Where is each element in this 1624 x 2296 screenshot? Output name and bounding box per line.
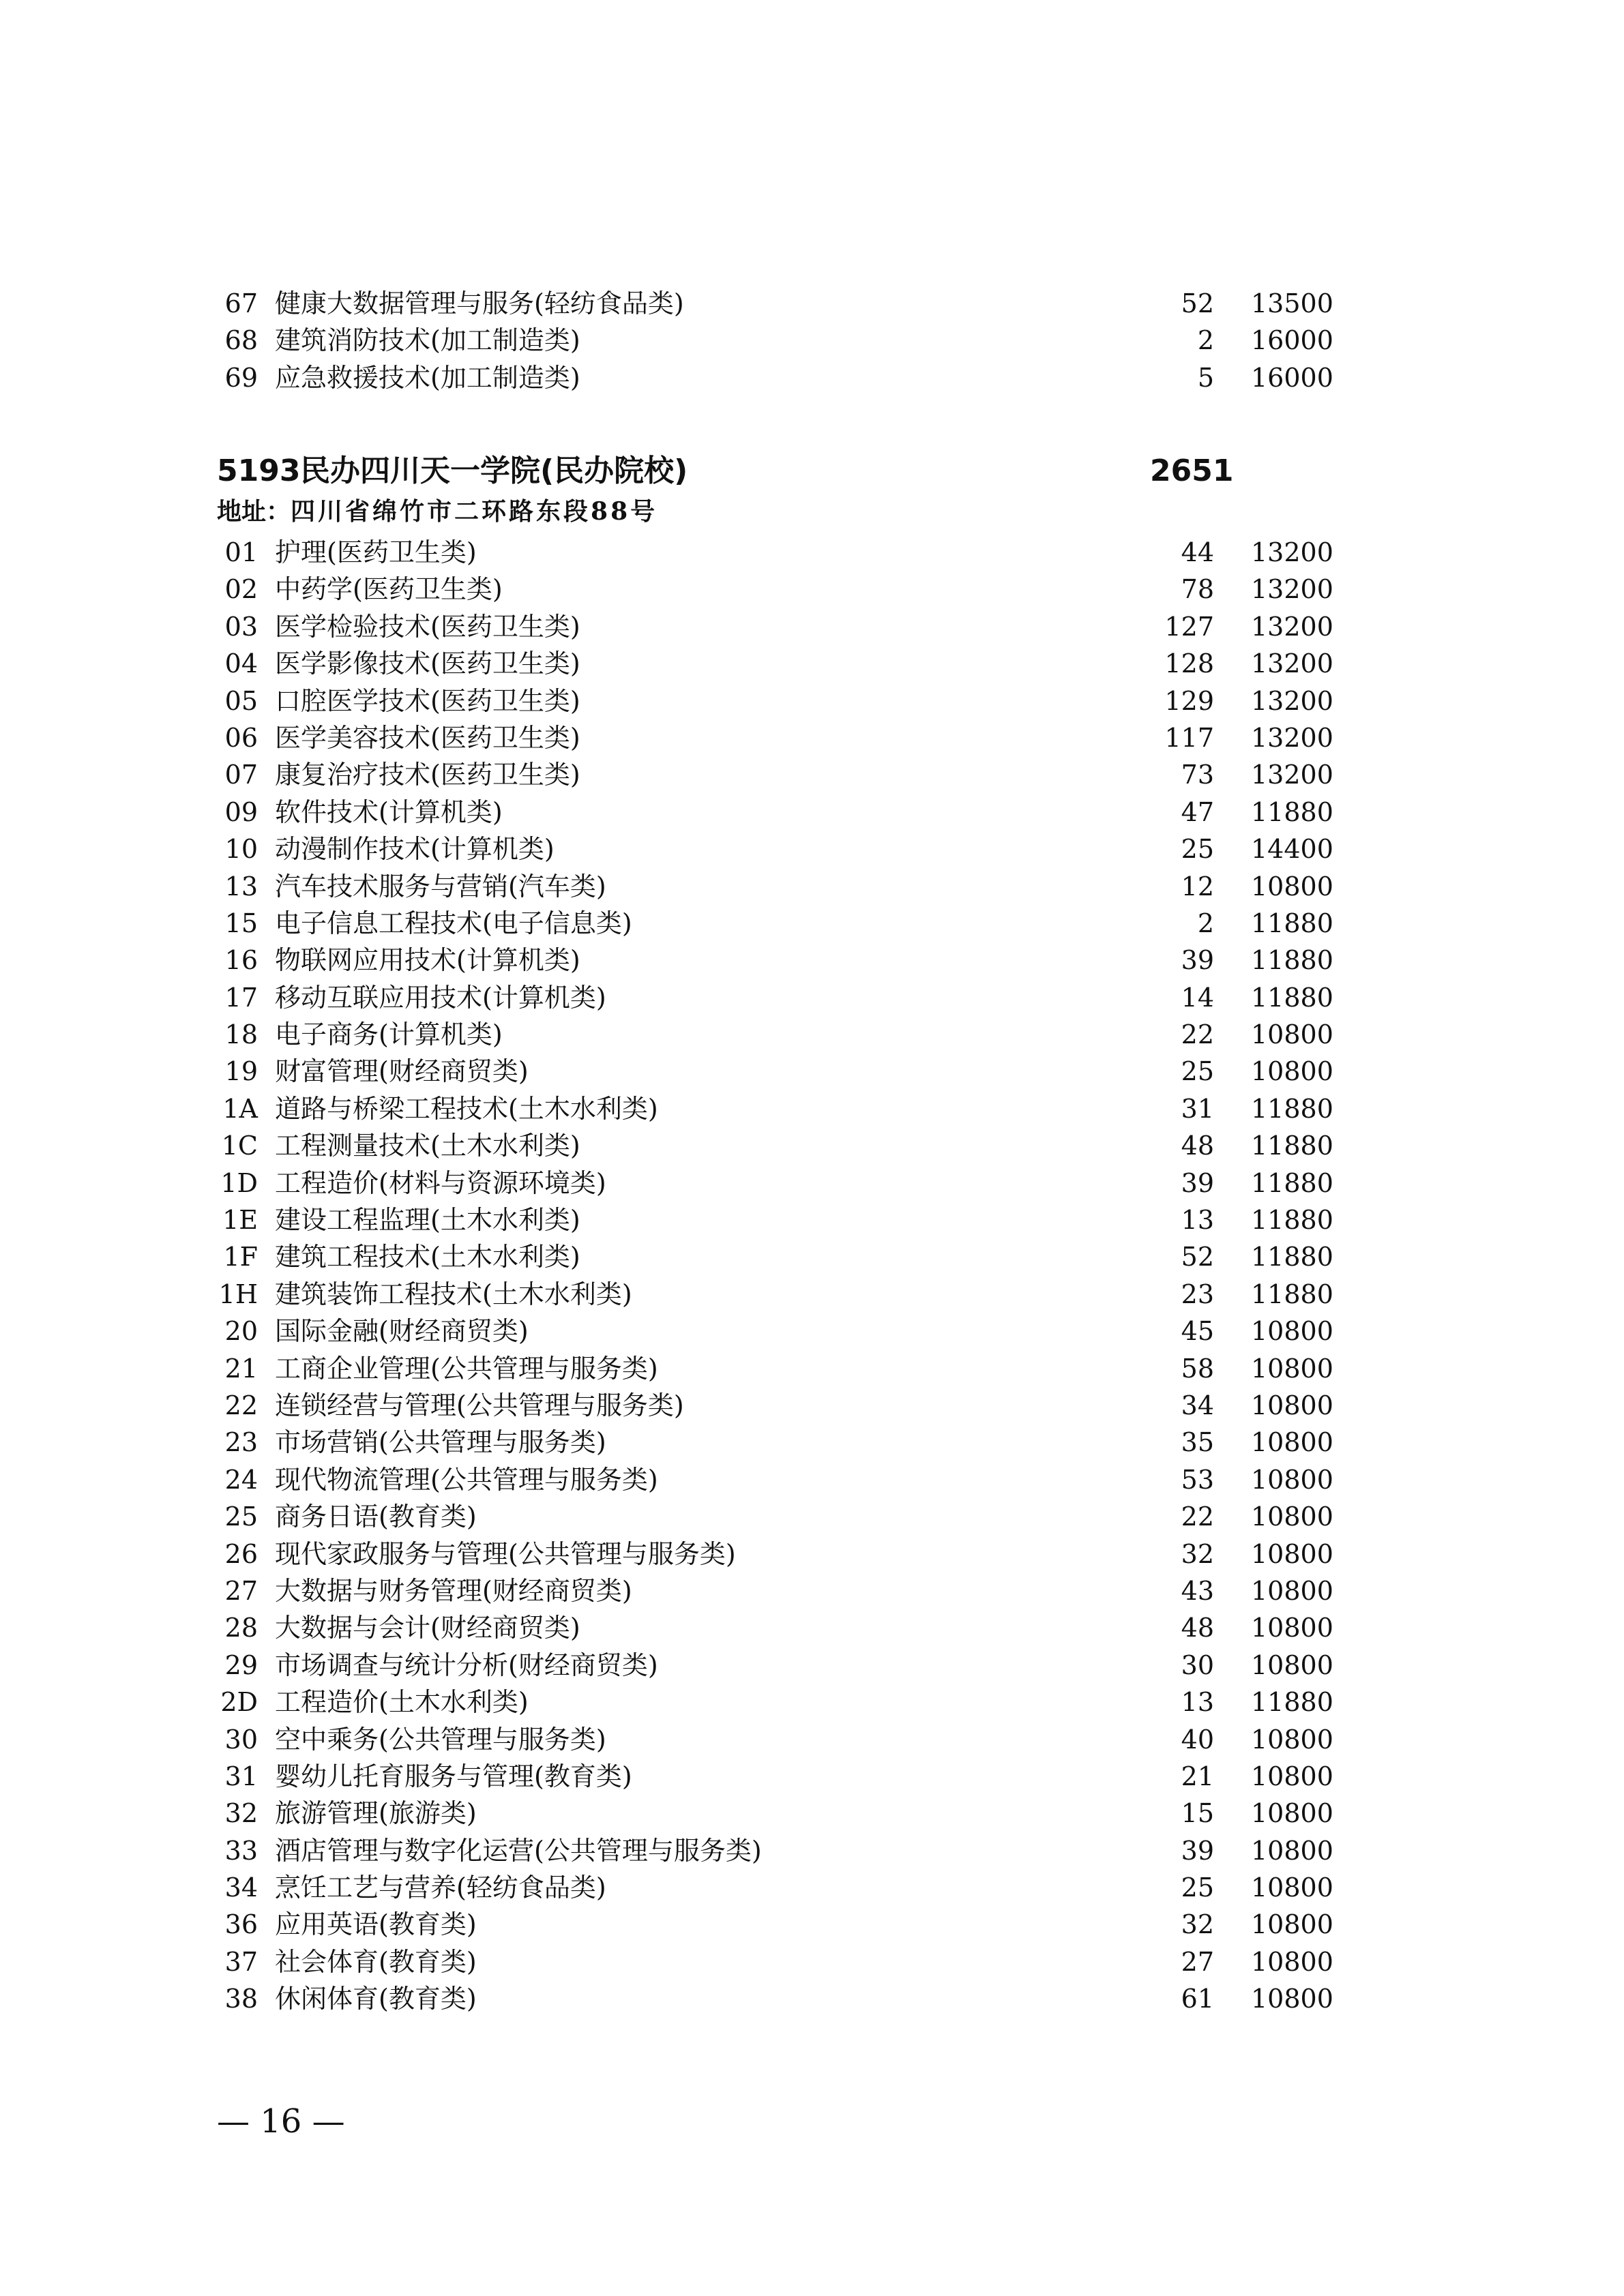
program-name: 移动互联应用技术(计算机类) [275, 982, 606, 1013]
program-code: 23 [224, 1427, 258, 1458]
program-fee: 11880 [1251, 1687, 1333, 1718]
program-name: 护理(医药卫生类) [275, 537, 477, 567]
program-fee: 10800 [1251, 1984, 1333, 2014]
program-code: 01 [224, 537, 258, 567]
program-name: 康复治疗技术(医药卫生类) [275, 760, 580, 790]
program-code: 1D [220, 1167, 258, 1198]
address-label: 地址： [217, 498, 291, 526]
school-total-enrollment: 2651 [1150, 453, 1234, 488]
program-row [0, 1127, 1624, 1164]
program-row [0, 608, 1624, 645]
program-count: 44 [1181, 537, 1214, 567]
program-name: 动漫制作技术(计算机类) [275, 834, 555, 865]
program-count: 39 [1181, 945, 1214, 976]
program-fee: 10800 [1251, 1909, 1333, 1940]
school-header [0, 447, 1624, 495]
program-row [0, 1202, 1624, 1238]
program-code: 1F [223, 1242, 258, 1272]
program-code: 18 [224, 1019, 258, 1050]
program-code: 24 [224, 1464, 258, 1495]
program-fee: 13200 [1251, 685, 1333, 716]
program-fee: 10800 [1251, 1575, 1333, 1606]
program-count: 48 [1181, 1131, 1214, 1161]
program-count: 117 [1164, 722, 1214, 753]
program-count: 58 [1181, 1353, 1214, 1384]
program-count: 52 [1181, 288, 1214, 318]
program-count: 31 [1181, 1093, 1214, 1124]
program-code: 36 [224, 1909, 258, 1940]
program-row [0, 905, 1624, 942]
program-row [0, 1498, 1624, 1535]
program-count: 21 [1181, 1761, 1214, 1791]
program-count: 5 [1197, 362, 1214, 393]
program-count: 53 [1181, 1464, 1214, 1495]
program-count: 22 [1181, 1019, 1214, 1050]
program-name: 口腔医学技术(医药卫生类) [275, 685, 580, 716]
program-fee: 10800 [1251, 1724, 1333, 1755]
program-name: 建设工程监理(土木水利类) [275, 1205, 580, 1236]
program-code: 13 [224, 871, 258, 901]
program-row [0, 794, 1624, 831]
program-fee: 13200 [1251, 648, 1333, 679]
program-count: 23 [1181, 1279, 1214, 1309]
program-code: 34 [224, 1873, 258, 1903]
program-row [0, 645, 1624, 682]
program-code: 10 [224, 834, 258, 865]
program-row [0, 534, 1624, 571]
program-fee: 10800 [1251, 1538, 1333, 1569]
program-name: 道路与桥梁工程技术(土木水利类) [275, 1093, 658, 1124]
program-fee: 10800 [1251, 1835, 1333, 1866]
program-code: 38 [224, 1984, 258, 2014]
program-fee: 10800 [1251, 1613, 1333, 1643]
program-code: 37 [224, 1946, 258, 1977]
program-code: 1E [222, 1205, 258, 1236]
program-count: 13 [1181, 1205, 1214, 1236]
program-row [0, 1053, 1624, 1090]
program-code: 26 [224, 1538, 258, 1569]
program-count: 27 [1181, 1946, 1214, 1977]
program-name: 汽车技术服务与营销(汽车类) [275, 871, 606, 901]
program-fee: 10800 [1251, 1464, 1333, 1495]
program-fee: 10800 [1251, 1316, 1333, 1347]
program-row [0, 942, 1624, 979]
program-fee: 13200 [1251, 574, 1333, 605]
school-name: 民办四川天一学院(民办院校) [300, 453, 688, 488]
program-row [0, 1090, 1624, 1127]
address-text: 四川省绵竹市二环路东段88号 [291, 497, 658, 526]
program-fee: 14400 [1251, 834, 1333, 865]
program-code: 2D [220, 1687, 258, 1718]
program-fee: 16000 [1251, 362, 1333, 393]
program-row [0, 1350, 1624, 1387]
program-fee: 11880 [1251, 1279, 1333, 1309]
program-name: 建筑装饰工程技术(土木水利类) [275, 1279, 632, 1309]
program-fee: 16000 [1251, 325, 1333, 356]
program-count: 25 [1181, 1873, 1214, 1903]
program-fee: 10800 [1251, 1427, 1333, 1458]
program-code: 02 [224, 574, 258, 605]
program-row [0, 1572, 1624, 1609]
program-name: 医学美容技术(医药卫生类) [275, 722, 580, 753]
program-row [0, 868, 1624, 905]
program-fee: 13200 [1251, 722, 1333, 753]
program-count: 30 [1181, 1650, 1214, 1680]
program-fee: 11880 [1251, 1242, 1333, 1272]
program-fee: 11880 [1251, 945, 1333, 976]
program-fee: 10800 [1251, 1873, 1333, 1903]
program-code: 19 [224, 1056, 258, 1087]
program-fee: 13500 [1251, 288, 1333, 318]
program-fee: 11880 [1251, 1093, 1333, 1124]
program-row [0, 719, 1624, 756]
program-row [0, 756, 1624, 793]
program-fee: 10800 [1251, 871, 1333, 901]
program-row [0, 1758, 1624, 1795]
program-count: 45 [1181, 1316, 1214, 1347]
program-row [0, 1684, 1624, 1720]
program-row [0, 1609, 1624, 1646]
program-fee: 10800 [1251, 1946, 1333, 1977]
program-row [0, 1943, 1624, 1980]
program-code: 30 [224, 1724, 258, 1755]
program-name: 旅游管理(旅游类) [275, 1798, 477, 1829]
program-name: 应急救援技术(加工制造类) [275, 362, 580, 393]
program-name: 市场调查与统计分析(财经商贸类) [275, 1650, 658, 1680]
program-fee: 11880 [1251, 1205, 1333, 1236]
program-count: 22 [1181, 1502, 1214, 1532]
program-row [0, 1424, 1624, 1461]
program-count: 2 [1197, 908, 1214, 938]
program-fee: 10800 [1251, 1650, 1333, 1680]
program-name: 现代家政服务与管理(公共管理与服务类) [275, 1538, 736, 1569]
program-count: 40 [1181, 1724, 1214, 1755]
program-count: 35 [1181, 1427, 1214, 1458]
program-code: 16 [224, 945, 258, 976]
program-name: 医学检验技术(医药卫生类) [275, 611, 580, 642]
program-count: 127 [1164, 611, 1214, 642]
program-row [0, 979, 1624, 1016]
program-row [0, 1536, 1624, 1572]
page-number: — 16 — [217, 2102, 345, 2141]
program-row [0, 1869, 1624, 1906]
program-fee: 11880 [1251, 1167, 1333, 1198]
program-count: 48 [1181, 1613, 1214, 1643]
program-code: 09 [224, 796, 258, 827]
program-name: 工程造价(材料与资源环境类) [275, 1167, 606, 1198]
program-count: 43 [1181, 1575, 1214, 1606]
program-fee: 10800 [1251, 1761, 1333, 1791]
program-code: 20 [224, 1316, 258, 1347]
program-name: 健康大数据管理与服务(轻纺食品类) [275, 288, 684, 318]
program-count: 39 [1181, 1167, 1214, 1198]
program-row [0, 1165, 1624, 1202]
program-row [0, 1721, 1624, 1758]
program-count: 15 [1181, 1798, 1214, 1829]
program-name: 酒店管理与数字化运营(公共管理与服务类) [275, 1835, 762, 1866]
program-code: 06 [224, 722, 258, 753]
program-code: 04 [224, 648, 258, 679]
program-name: 建筑工程技术(土木水利类) [275, 1242, 580, 1272]
program-code: 21 [224, 1353, 258, 1384]
program-row [0, 322, 1624, 359]
program-row [0, 285, 1624, 322]
program-name: 工商企业管理(公共管理与服务类) [275, 1353, 658, 1384]
program-count: 12 [1181, 871, 1214, 901]
program-row [0, 1387, 1624, 1424]
program-row [0, 1461, 1624, 1498]
program-count: 128 [1164, 648, 1214, 679]
program-code: 17 [224, 982, 258, 1013]
program-name: 市场营销(公共管理与服务类) [275, 1427, 606, 1458]
program-row [0, 1906, 1624, 1943]
program-count: 14 [1181, 982, 1214, 1013]
program-row [0, 1238, 1624, 1275]
program-name: 烹饪工艺与营养(轻纺食品类) [275, 1873, 606, 1903]
program-name: 休闲体育(教育类) [275, 1984, 477, 2014]
program-fee: 11880 [1251, 1131, 1333, 1161]
program-row [0, 1016, 1624, 1053]
program-code: 32 [224, 1798, 258, 1829]
program-code: 68 [224, 325, 258, 356]
program-count: 73 [1181, 760, 1214, 790]
program-row [0, 1832, 1624, 1869]
program-name: 大数据与会计(财经商贸类) [275, 1613, 580, 1643]
program-code: 22 [224, 1390, 258, 1420]
program-list [0, 534, 1624, 2018]
program-row [0, 1276, 1624, 1313]
program-name: 财富管理(财经商贸类) [275, 1056, 529, 1087]
program-count: 47 [1181, 796, 1214, 827]
program-fee: 11880 [1251, 982, 1333, 1013]
program-fee: 10800 [1251, 1502, 1333, 1532]
program-name: 电子商务(计算机类) [275, 1019, 503, 1050]
program-code: 31 [224, 1761, 258, 1791]
program-code: 67 [224, 288, 258, 318]
program-count: 13 [1181, 1687, 1214, 1718]
program-name: 商务日语(教育类) [275, 1502, 477, 1532]
program-row [0, 1795, 1624, 1832]
program-code: 03 [224, 611, 258, 642]
program-count: 78 [1181, 574, 1214, 605]
program-count: 52 [1181, 1242, 1214, 1272]
program-count: 25 [1181, 834, 1214, 865]
program-code: 07 [224, 760, 258, 790]
program-code: 05 [224, 685, 258, 716]
program-count: 34 [1181, 1390, 1214, 1420]
program-name: 连锁经营与管理(公共管理与服务类) [275, 1390, 684, 1420]
program-count: 39 [1181, 1835, 1214, 1866]
program-name: 婴幼儿托育服务与管理(教育类) [275, 1761, 632, 1791]
previous-program-list [0, 285, 1624, 396]
program-name: 空中乘务(公共管理与服务类) [275, 1724, 606, 1755]
program-fee: 13200 [1251, 537, 1333, 567]
program-fee: 13200 [1251, 760, 1333, 790]
program-fee: 11880 [1251, 796, 1333, 827]
program-code: 15 [224, 908, 258, 938]
program-name: 应用英语(教育类) [275, 1909, 477, 1940]
program-name: 物联网应用技术(计算机类) [275, 945, 580, 976]
program-code: 1C [221, 1131, 258, 1161]
program-name: 软件技术(计算机类) [275, 796, 503, 827]
program-row [0, 683, 1624, 719]
program-name: 医学影像技术(医药卫生类) [275, 648, 580, 679]
program-code: 33 [224, 1835, 258, 1866]
program-name: 电子信息工程技术(电子信息类) [275, 908, 632, 938]
program-code: 28 [224, 1613, 258, 1643]
program-name: 中药学(医药卫生类) [275, 574, 503, 605]
program-count: 2 [1197, 325, 1214, 356]
school-address [217, 492, 658, 531]
program-fee: 10800 [1251, 1798, 1333, 1829]
program-row [0, 1980, 1624, 2017]
program-row [0, 571, 1624, 608]
program-fee: 10800 [1251, 1019, 1333, 1050]
program-code: 69 [224, 362, 258, 393]
program-count: 129 [1164, 685, 1214, 716]
program-name: 工程测量技术(土木水利类) [275, 1131, 580, 1161]
program-code: 1H [218, 1279, 258, 1309]
program-name: 国际金融(财经商贸类) [275, 1316, 529, 1347]
program-name: 大数据与财务管理(财经商贸类) [275, 1575, 632, 1606]
school-code: 5193 [217, 453, 301, 488]
program-row [0, 1313, 1624, 1350]
program-name: 工程造价(土木水利类) [275, 1687, 529, 1718]
program-fee: 13200 [1251, 611, 1333, 642]
program-row [0, 1647, 1624, 1684]
program-count: 61 [1181, 1984, 1214, 2014]
program-count: 25 [1181, 1056, 1214, 1087]
program-count: 32 [1181, 1909, 1214, 1940]
program-fee: 10800 [1251, 1390, 1333, 1420]
program-name: 社会体育(教育类) [275, 1946, 477, 1977]
program-code: 25 [224, 1502, 258, 1532]
program-code: 27 [224, 1575, 258, 1606]
program-code: 1A [222, 1093, 258, 1124]
program-fee: 11880 [1251, 908, 1333, 938]
program-name: 建筑消防技术(加工制造类) [275, 325, 580, 356]
program-row [0, 359, 1624, 396]
program-fee: 10800 [1251, 1056, 1333, 1087]
program-code: 29 [224, 1650, 258, 1680]
program-row [0, 831, 1624, 867]
program-fee: 10800 [1251, 1353, 1333, 1384]
program-name: 现代物流管理(公共管理与服务类) [275, 1464, 658, 1495]
program-count: 32 [1181, 1538, 1214, 1569]
